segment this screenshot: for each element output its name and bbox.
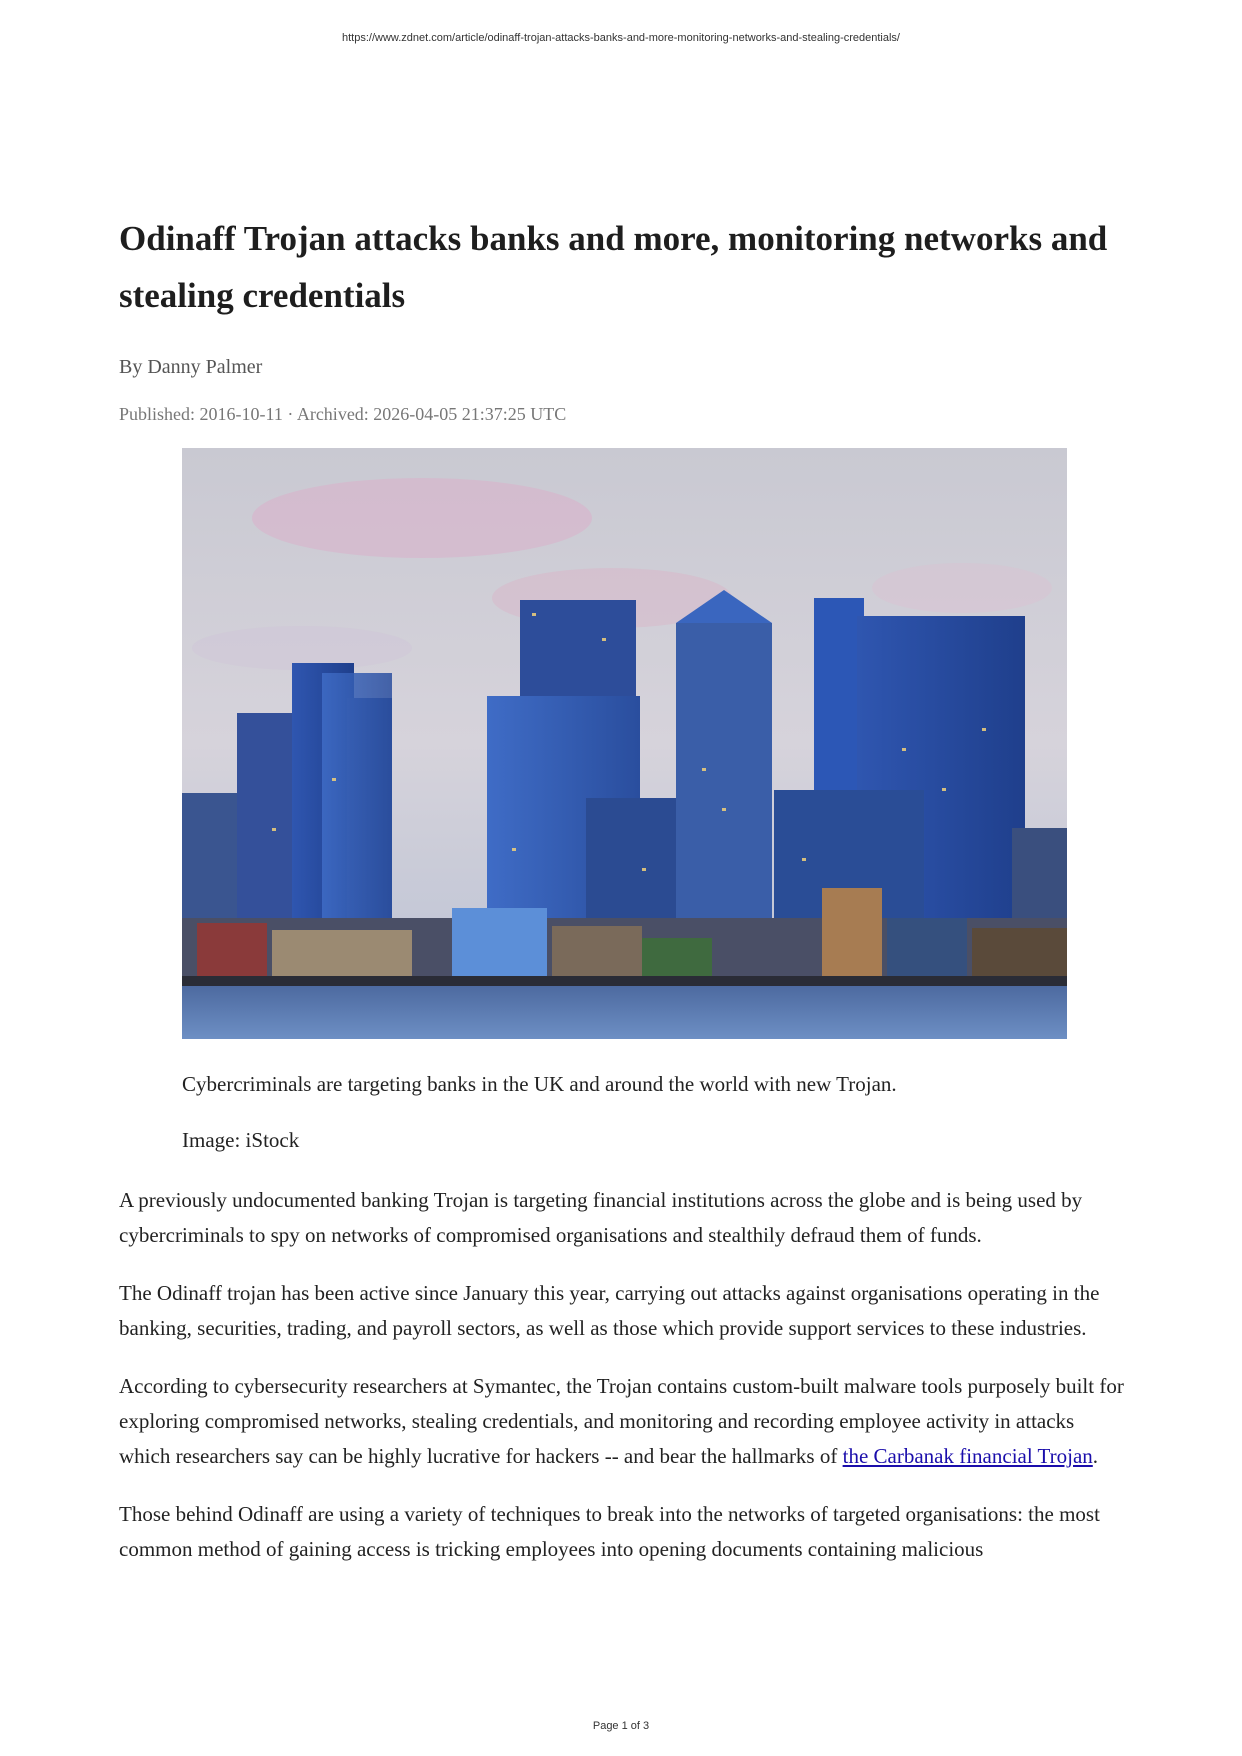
paragraph: The Odinaff trojan has been active since January this year, carrying out attacks against organisations operating in the banking, securities, trading, and payroll sectors, as well as those which provide support services to these industries.	[119, 1281, 1100, 1340]
paragraph: A previously undocumented banking Trojan is targeting financial institutions across the globe and is being used by cybercriminals to spy on networks of compromised organisations and stealthily defraud them of funds.	[119, 1188, 1083, 1247]
article	[119, 210, 1129, 1590]
image-credit: Image: iStock	[182, 1128, 300, 1152]
skyline-photo	[182, 448, 1067, 1039]
paragraph-with-link	[119, 1369, 1129, 1474]
page-number: Page 1 of 3	[592, 1720, 650, 1732]
article-title: Odinaff Trojan attacks banks and more, monitoring networks and stealing credentials	[119, 219, 1108, 315]
carbanak-link[interactable]: the Carbanak financial Trojan	[842, 1444, 1093, 1468]
publish-meta: Published: 2016-10-11 · Archived: 2026-04-05 21:37:25 UTC	[119, 404, 567, 424]
paragraph-text-end: .	[1092, 1444, 1099, 1468]
paragraph: Those behind Odinaff are using a variety of techniques to break into the networks of targeted organisations: the most common method of gaining access is tricking employees into opening documents containing malicious	[119, 1502, 1100, 1561]
page-url: https://www.zdnet.com/article/odinaff-trojan-attacks-banks-and-more-monitoring-networks-and-stealing-credentials/	[342, 32, 900, 44]
paragraph-text: According to cybersecurity researchers at Symantec, the Trojan contains custom-built malware tools purposely built for exploring compromised networks, stealing credentials, and monitoring and recording employee activity in attacks which researchers say can be highly lucrative for hackers -- and bear the hallmarks of	[119, 1374, 1124, 1468]
byline: By Danny Palmer	[119, 356, 263, 378]
article-body	[119, 1183, 1129, 1567]
image-caption: Cybercriminals are targeting banks in the UK and around the world with new Trojan.	[182, 1072, 897, 1096]
article-figure	[182, 448, 1067, 1153]
